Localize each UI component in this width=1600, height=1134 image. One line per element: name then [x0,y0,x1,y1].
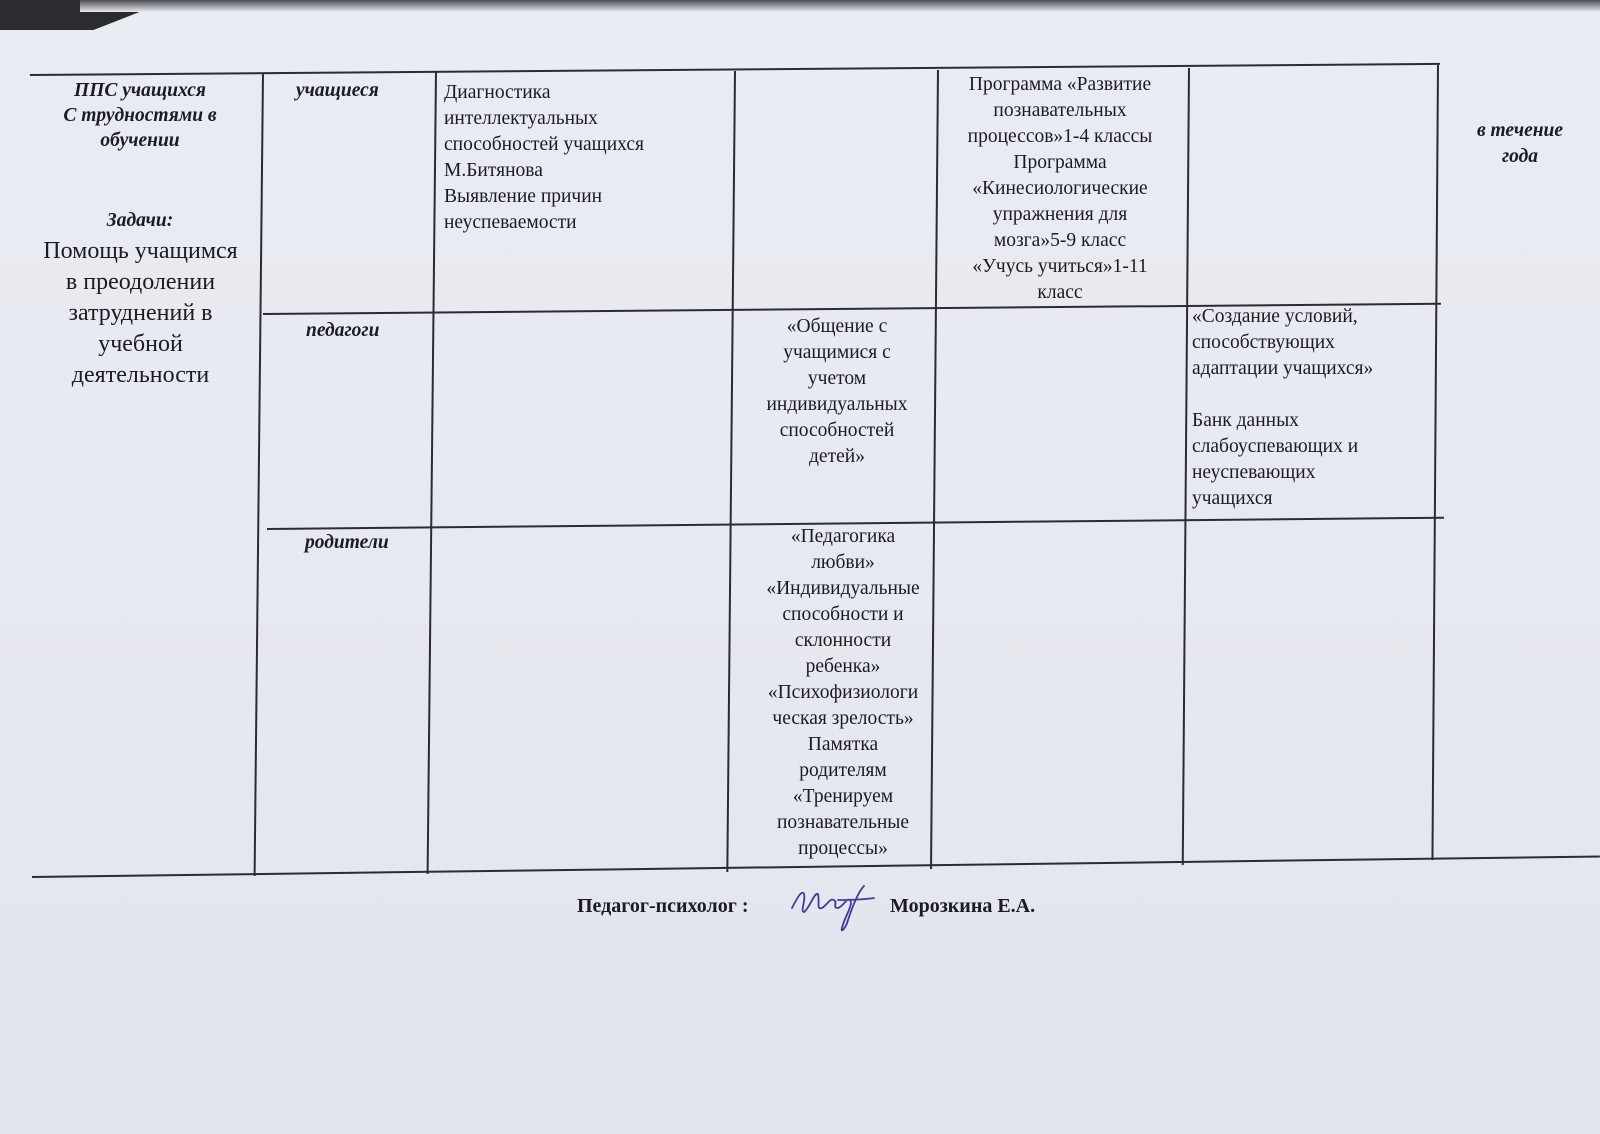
role-label: Педагог-психолог : [577,895,749,917]
handwritten-signature [788,878,888,938]
tasks-text: Помощь учащимся в преодолении затруднений в учебной деятельности [43,238,238,388]
row-2-education: «Создание условий, способствующих адаптации учащихся» Банк данных слабоуспевающих и неуспевающих учащихся [1192,306,1374,509]
row-2-consultations: «Общение с учащимися с учетом индивидуальных способностей детей» [766,316,908,467]
col-divider-2 [427,72,437,874]
psychologist-name: Морозкина Е.А. [890,895,1036,917]
row-1-programs: Программа «Развитие познавательных процессов»1-4 классы Программа «Кинесиологические упражнения для мозга»5-9 класс «Учусь учиться»1-11 класс [967,74,1153,303]
program-title: ППС учащихся С трудностями в обучении [63,80,217,151]
col-divider-1 [254,73,264,876]
row-1-group: учащиеся [296,80,379,101]
tasks-label: Задачи: [106,210,174,231]
col-divider-5 [1182,68,1190,865]
row-3-group: родители [305,532,389,553]
row-3-consultations: «Педагогика любви» «Индивидуальные способности и склонности ребенка» «Психофизиологи ческая зрелость» Памятка родителям «Тренируем познавательные процессы» [766,526,920,859]
col-divider-6 [1431,65,1438,860]
row-2-group: педагоги [306,320,380,341]
background-shadow [80,0,1600,12]
row-1-diagnostics: Диагностика интеллектуальных способностей учащихся М.Битянова Выявление причин неуспеваемости [444,82,644,233]
timing: в течение года [1476,120,1564,167]
